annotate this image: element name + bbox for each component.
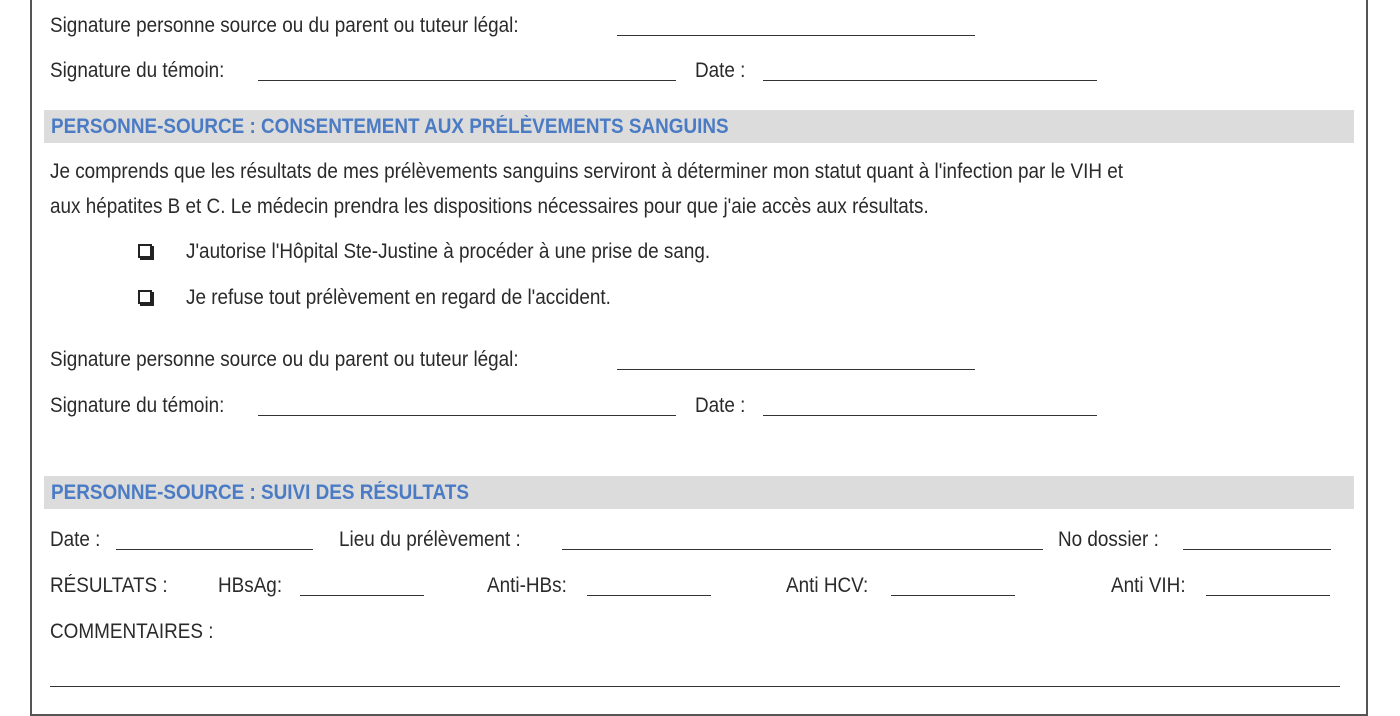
witness-label: Signature du témoin: (50, 59, 225, 82)
authorize-option-label: J'autorise l'Hôpital Ste-Justine à procéder à une prise de sang. (186, 240, 711, 263)
results-label: RÉSULTATS : (50, 574, 168, 597)
antivih-field[interactable] (1206, 595, 1330, 596)
witness-field[interactable] (258, 80, 676, 81)
hbsag-label: HBsAg: (218, 574, 283, 597)
comments-field[interactable] (50, 686, 1340, 687)
antihcv-label: Anti HCV: (786, 574, 869, 597)
results-date-label: Date : (50, 528, 101, 551)
antihbs-label: Anti-HBs: (487, 574, 567, 597)
witness-field[interactable] (258, 415, 676, 416)
refuse-option-label: Je refuse tout prélèvement en regard de l'accident. (186, 286, 611, 309)
date-label: Date : (695, 394, 746, 417)
signature-field[interactable] (617, 369, 975, 370)
file-number-field[interactable] (1183, 549, 1331, 550)
consent-paragraph-line2: aux hépatites B et C. Le médecin prendra les dispositions nécessaires pour que j'aie accès aux résultats. (50, 195, 929, 218)
antihcv-field[interactable] (891, 595, 1015, 596)
location-field[interactable] (562, 549, 1043, 550)
signature-field[interactable] (617, 35, 975, 36)
location-label: Lieu du prélèvement : (339, 528, 521, 551)
authorize-checkbox[interactable] (138, 244, 152, 258)
witness-label: Signature du témoin: (50, 394, 225, 417)
results-section-header (44, 476, 1354, 509)
antivih-label: Anti VIH: (1111, 574, 1186, 597)
consent-section-title: PERSONNE-SOURCE : CONSENTEMENT AUX PRÉLÈVEMENTS SANGUINS (51, 115, 729, 138)
date-field[interactable] (763, 415, 1097, 416)
date-field[interactable] (763, 80, 1097, 81)
antihbs-field[interactable] (587, 595, 711, 596)
file-number-label: No dossier : (1058, 528, 1159, 551)
consent-paragraph-line1: Je comprends que les résultats de mes prélèvements sanguins serviront à déterminer mon statut quant à l'infection par le VIH et (50, 160, 1124, 183)
date-label: Date : (695, 59, 746, 82)
results-date-field[interactable] (116, 549, 313, 550)
signature-label: Signature personne source ou du parent ou tuteur légal: (50, 14, 519, 37)
comments-label: COMMENTAIRES : (50, 620, 214, 643)
refuse-checkbox[interactable] (138, 290, 152, 304)
signature-label: Signature personne source ou du parent ou tuteur légal: (50, 348, 519, 371)
hbsag-field[interactable] (300, 595, 424, 596)
results-section-title: PERSONNE-SOURCE : SUIVI DES RÉSULTATS (51, 481, 469, 504)
consent-section-header (44, 110, 1354, 143)
